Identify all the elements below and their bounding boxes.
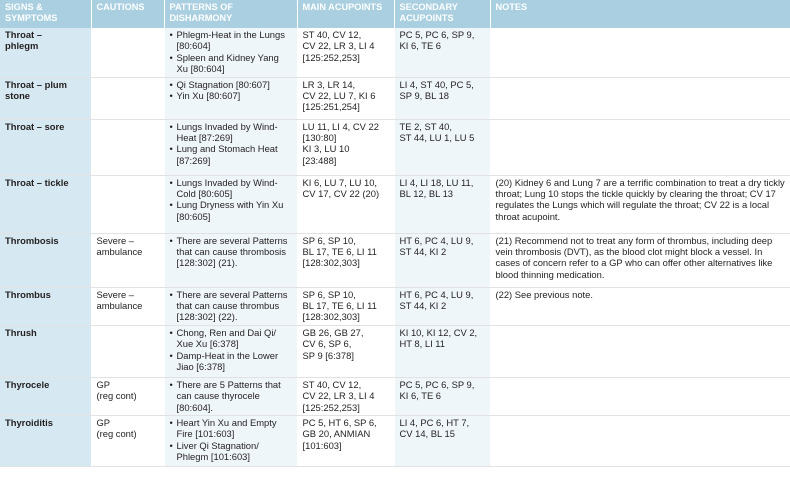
symptom-cell-text: Thyrocele: [5, 378, 50, 390]
secondary-acupoints-cell: [394, 287, 490, 325]
cautions-cell: [91, 77, 164, 119]
patterns-list: [170, 177, 293, 223]
pattern-item: • Lungs Invaded by Wind-Heat [87:269]: [170, 121, 293, 144]
secondary-acupoints-cell-text: HT 6, PC 4, LU 9, ST 44, KI 2: [399, 234, 474, 258]
cautions-cell: [91, 119, 164, 175]
table-header: [0, 0, 790, 28]
main-acupoints-cell-text: LR 3, LR 14, CV 22, LU 7, KI 6 [125:251,254]: [302, 78, 376, 113]
main-acupoints-cell-text: ST 40, CV 12, CV 22, LR 3, LI 4 [125:252,253]: [302, 378, 375, 413]
symptom-cell-text: Throat – plum stone: [5, 78, 67, 102]
notes-cell: [490, 233, 790, 287]
symptom-cell: [0, 77, 91, 119]
header-secondary-acupoints: SECONDARY ACUPOINTS: [394, 0, 490, 28]
cautions-cell: [91, 325, 164, 377]
table-row: [0, 377, 790, 415]
pattern-item: • Lung Dryness with Yin Xu [80:605]: [170, 199, 293, 222]
symptom-cell-text: Throat – tickle: [5, 176, 69, 188]
main-acupoints-cell: [297, 28, 394, 77]
cautions-cell: [91, 287, 164, 325]
secondary-acupoints-cell-text: LI 4, LI 18, LU 11, BL 12, BL 13: [399, 176, 474, 200]
secondary-acupoints-cell: [394, 377, 490, 415]
cautions-cell: [91, 28, 164, 77]
notes-cell: [490, 119, 790, 175]
main-acupoints-cell-text: SP 6, SP 10, BL 17, TE 6, LI 11 [128:302,303]: [302, 234, 377, 269]
notes-cell-text: (20) Kidney 6 and Lung 7 are a terrific combination to treat a dry tickly throat; Lung 10 stops the tickle quickly by clearing the throat; CV 17 regulates the Lungs which will regulate the throat; CV 22 is a local throat acupoint.: [495, 176, 785, 222]
main-acupoints-cell: [297, 416, 394, 467]
cautions-cell: [91, 175, 164, 233]
symptom-cell-text: Thrombus: [5, 288, 51, 300]
notes-cell: [490, 28, 790, 77]
secondary-acupoints-cell-text: PC 5, PC 6, SP 9, KI 6, TE 6: [399, 378, 475, 402]
symptom-cell: [0, 175, 91, 233]
patterns-list: [170, 289, 293, 323]
notes-cell: [490, 416, 790, 467]
notes-cell: [490, 175, 790, 233]
patterns-cell: [164, 233, 297, 287]
notes-cell: [490, 377, 790, 415]
secondary-acupoints-cell-text: LI 4, ST 40, PC 5, SP 9, BL 18: [399, 78, 474, 102]
patterns-list: [170, 235, 293, 269]
pattern-item: • There are several Patterns that can cause thrombosis [128:302] (21).: [170, 235, 293, 269]
patterns-cell: [164, 377, 297, 415]
table-body: [0, 28, 790, 467]
notes-cell-text: (22) See previous note.: [495, 288, 593, 300]
pattern-item: • Spleen and Kidney Yang Xu [80:604]: [170, 52, 293, 75]
main-acupoints-cell: [297, 377, 394, 415]
patterns-cell: [164, 28, 297, 77]
main-acupoints-cell: [297, 325, 394, 377]
secondary-acupoints-cell: [394, 416, 490, 467]
pattern-item: • There are several Patterns that can cause thrombus [128:302] (22).: [170, 289, 293, 323]
symptom-cell-text: Throat – sore: [5, 120, 65, 132]
header-signs-symptoms: SIGNS & SYMPTOMS: [0, 0, 91, 28]
cautions-cell-text: Severe – ambulance: [96, 234, 143, 258]
secondary-acupoints-cell-text: KI 10, KI 12, CV 2, HT 8, LI 11: [399, 326, 478, 350]
table-row: [0, 416, 790, 467]
main-acupoints-cell-text: GB 26, GB 27, CV 6, SP 6, SP 9 [6:378]: [302, 326, 364, 361]
header-row: [0, 0, 790, 28]
table-row: [0, 28, 790, 77]
symptom-cell: [0, 287, 91, 325]
symptom-cell-text: Thyroiditis: [5, 417, 53, 429]
patterns-cell: [164, 119, 297, 175]
secondary-acupoints-cell: [394, 77, 490, 119]
notes-cell: [490, 287, 790, 325]
symptom-cell-text: Thrush: [5, 326, 37, 338]
main-acupoints-cell: [297, 233, 394, 287]
symptom-cell: [0, 377, 91, 415]
pattern-item: • Yin Xu [80:607]: [170, 90, 293, 101]
table-row: [0, 287, 790, 325]
patterns-cell: [164, 325, 297, 377]
main-acupoints-cell-text: PC 5, HT 6, SP 6, GB 20, ANMIAN [101:603]: [302, 417, 377, 451]
main-acupoints-cell: [297, 287, 394, 325]
header-main-acupoints: MAIN ACUPOINTS: [297, 0, 394, 28]
cautions-cell: [91, 377, 164, 415]
table-row: [0, 119, 790, 175]
table-row: [0, 77, 790, 119]
secondary-acupoints-cell: [394, 119, 490, 175]
notes-cell-text: (21) Recommend not to treat any form of thrombus, including deep vein thrombosis (DVT), as the blood clot might block a vessel. In cases of concern refer to a GP who can offer other alternatives like blood thinning medication.: [495, 234, 773, 280]
cautions-cell-text: Severe – ambulance: [96, 288, 143, 312]
main-acupoints-cell-text: KI 6, LU 7, LU 10, CV 17, CV 22 (20): [302, 176, 380, 200]
symptom-cell: [0, 28, 91, 77]
patterns-cell: [164, 287, 297, 325]
header-patterns: PATTERNS OF DISHARMONY: [164, 0, 297, 28]
main-acupoints-cell-text: LU 11, LI 4, CV 22 [130:80] KI 3, LU 10 [23:488]: [302, 120, 379, 166]
main-acupoints-cell-text: SP 6, SP 10, BL 17, TE 6, LI 11 [128:302,303]: [302, 288, 377, 323]
pattern-item: • There are 5 Patterns that can cause thyrocele [80:604].: [170, 379, 293, 413]
symptom-cell: [0, 325, 91, 377]
patterns-list: [170, 79, 293, 102]
table-row: [0, 175, 790, 233]
cautions-cell: [91, 233, 164, 287]
symptom-cell: [0, 119, 91, 175]
patterns-cell: [164, 175, 297, 233]
table-row: [0, 233, 790, 287]
main-acupoints-cell: [297, 119, 394, 175]
pattern-item: • Lung and Stomach Heat [87:269]: [170, 143, 293, 166]
cautions-cell-text: GP (reg cont): [96, 417, 137, 440]
patterns-cell: [164, 416, 297, 467]
notes-cell: [490, 77, 790, 119]
main-acupoints-cell-text: ST 40, CV 12, CV 22, LR 3, LI 4 [125:252,253]: [302, 29, 375, 63]
table-row: [0, 325, 790, 377]
secondary-acupoints-cell-text: PC 5, PC 6, SP 9, KI 6, TE 6: [399, 29, 475, 52]
patterns-list: [170, 417, 293, 463]
patterns-list: [170, 379, 293, 413]
symptom-cell-text: Throat – phlegm: [5, 29, 42, 52]
header-notes: NOTES: [490, 0, 790, 28]
pattern-item: • Lungs Invaded by Wind-Cold [80:605]: [170, 177, 293, 200]
secondary-acupoints-cell-text: LI 4, PC 6, HT 7, CV 14, BL 15: [399, 417, 470, 440]
patterns-list: [170, 327, 293, 373]
secondary-acupoints-cell: [394, 175, 490, 233]
main-acupoints-cell: [297, 175, 394, 233]
symptom-cell-text: Thrombosis: [5, 234, 59, 246]
pattern-item: • Liver Qi Stagnation/ Phlegm [101:603]: [170, 440, 293, 463]
pattern-item: • Chong, Ren and Dai Qi/ Xue Xu [6:378]: [170, 327, 293, 350]
symptom-cell: [0, 416, 91, 467]
pattern-item: • Qi Stagnation [80:607]: [170, 79, 293, 90]
notes-cell: [490, 325, 790, 377]
secondary-acupoints-cell: [394, 233, 490, 287]
secondary-acupoints-cell: [394, 28, 490, 77]
cautions-cell-text: GP (reg cont): [96, 378, 137, 402]
pattern-item: • Heart Yin Xu and Empty Fire [101:603]: [170, 417, 293, 440]
secondary-acupoints-cell-text: TE 2, ST 40, ST 44, LU 1, LU 5: [399, 120, 475, 144]
header-cautions: CAUTIONS: [91, 0, 164, 28]
pattern-item: • Damp-Heat in the Lower Jiao [6:378]: [170, 350, 293, 373]
secondary-acupoints-cell: [394, 325, 490, 377]
secondary-acupoints-cell-text: HT 6, PC 4, LU 9, ST 44, KI 2: [399, 288, 474, 312]
patterns-cell: [164, 77, 297, 119]
pattern-item: • Phlegm-Heat in the Lungs [80:604]: [170, 29, 293, 52]
main-acupoints-cell: [297, 77, 394, 119]
patterns-list: [170, 29, 293, 75]
cautions-cell: [91, 416, 164, 467]
patterns-list: [170, 121, 293, 167]
symptom-cell: [0, 233, 91, 287]
